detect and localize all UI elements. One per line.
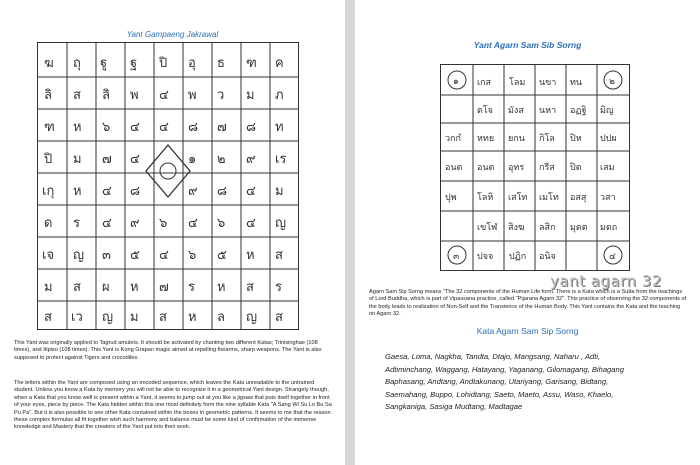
svg-text:เว: เว — [71, 310, 83, 325]
svg-text:อนต: อนต — [477, 163, 495, 173]
svg-text:ม: ม — [130, 310, 139, 325]
svg-text:สิงฆ: สิงฆ — [508, 223, 525, 233]
svg-text:ร: ร — [275, 280, 282, 295]
svg-text:ม: ม — [246, 88, 255, 103]
svg-text:ห: ห — [73, 184, 82, 199]
svg-text:ร: ร — [188, 280, 195, 295]
svg-text:ทน: ทน — [570, 78, 583, 88]
svg-text:ยกน: ยกน — [508, 134, 525, 144]
svg-text:๘: ๘ — [130, 184, 141, 199]
svg-text:๔: ๔ — [159, 248, 169, 263]
svg-text:ล: ล — [217, 310, 225, 325]
svg-text:ถุ: ถุ — [73, 56, 81, 71]
svg-text:ห: ห — [188, 310, 197, 325]
yant-grid-drawing — [38, 43, 298, 329]
svg-text:๔: ๔ — [246, 216, 256, 231]
svg-text:๘: ๘ — [188, 120, 199, 135]
svg-text:ม: ม — [73, 152, 82, 167]
svg-text:ลิ: ลิ — [102, 88, 110, 103]
svg-text:๙: ๙ — [130, 216, 140, 231]
svg-text:มุตต: มุตต — [570, 223, 588, 233]
svg-text:ส: ส — [246, 280, 254, 295]
svg-text:ท: ท — [275, 120, 284, 135]
svg-text:ญ: ญ — [73, 248, 85, 263]
svg-text:วสา: วสา — [600, 193, 616, 203]
svg-text:เขโฬ: เขโฬ — [477, 223, 498, 233]
svg-text:ตโจ: ตโจ — [477, 106, 493, 116]
kata-subtitle: Kata Agarn Sam Sip Sorng — [476, 326, 579, 336]
svg-text:มตถ: มตถ — [600, 223, 618, 233]
svg-text:ม: ม — [275, 184, 284, 199]
svg-text:อุทร: อุทร — [508, 163, 525, 173]
svg-text:๙: ๙ — [188, 184, 198, 199]
svg-text:ส: ส — [159, 310, 167, 325]
svg-text:เสโท: เสโท — [508, 193, 528, 203]
svg-text:ปจจ: ปจจ — [477, 252, 494, 262]
page-gutter — [345, 0, 355, 465]
left-paragraph-1: This Yant was originally applied to Tagrud amulets. It should be activated by chanting two different Katas; Trinisinghae (108 times), and Itipiso (108 times). This Yant is Kong Grapan magic aimed at repelling firearms, sharp weapons. The Yant is also supposed to protect against Tigers and crocodiles. — [14, 340, 322, 361]
svg-text:๕: ๕ — [217, 248, 227, 263]
svg-text:เสม: เสม — [600, 163, 615, 173]
svg-text:เกส: เกส — [477, 78, 492, 88]
svg-text:อสสุ: อสสุ — [570, 193, 587, 203]
svg-text:๔: ๔ — [246, 184, 256, 199]
svg-text:โลม: โลม — [509, 78, 526, 88]
svg-text:มังส: มังส — [508, 106, 524, 116]
svg-text:เจ: เจ — [42, 248, 55, 263]
svg-text:๔: ๔ — [130, 152, 140, 167]
svg-text:๔: ๔ — [159, 88, 169, 103]
svg-text:๒: ๒ — [217, 152, 226, 167]
svg-text:ลสิก: ลสิก — [539, 223, 556, 233]
svg-text:ผ: ผ — [102, 280, 110, 295]
svg-text:๘: ๘ — [217, 184, 228, 199]
svg-text:ปิห: ปิห — [570, 134, 582, 144]
svg-text:๗: ๗ — [102, 152, 112, 167]
svg-text:กิโล: กิโล — [539, 134, 555, 144]
svg-text:ปฏิก: ปฏิก — [509, 252, 527, 262]
agarn-glyphs — [445, 77, 617, 262]
svg-text:ฐู: ฐู — [100, 56, 108, 71]
svg-text:ลิ: ลิ — [44, 88, 52, 103]
svg-text:นขา: นขา — [539, 78, 557, 88]
svg-text:เมโท: เมโท — [539, 193, 559, 203]
left-paragraph-2: The letters within the Yant are composed using an encoded sequence, which leaves the Kata unreadable to the untrained student. Unless you know a Kata by memory you will not be able to recognize it in a geometrical Yant design. Strangely though, when a Kata that you know well is present within a Yant, it seems to jump out at you like a jigsaw that puts itself together in front of your eyes, piece by piece. The Kata hidden within this one most definitely form the nine syllable Kata "A Sang Wi Su Lo Bu Sa Pu Pa". But it is also possible to see other Kata contained within the boxes in geometric patterns. It seems to me that the reason these complex formulas all fit together wish such harmony and balance must be some kind of confirmation of the immense knowledge and Mastery that the creators of the Yant put into their work. — [14, 380, 332, 431]
svg-text:ปปผ: ปปผ — [600, 134, 617, 144]
svg-text:๘: ๘ — [246, 120, 257, 135]
svg-text:เร: เร — [275, 152, 287, 167]
svg-text:ภ: ภ — [275, 88, 284, 103]
left-page-title: Yant Gampaeng Jakrawal — [126, 30, 219, 39]
svg-text:วกกํ: วกกํ — [445, 134, 461, 144]
svg-text:ส: ส — [44, 310, 52, 325]
svg-text:ม: ม — [44, 280, 53, 295]
svg-text:ค: ค — [275, 56, 284, 71]
svg-text:ฑ: ฑ — [44, 120, 55, 135]
svg-text:๖: ๖ — [217, 216, 226, 231]
svg-text:ฆ: ฆ — [44, 56, 54, 71]
svg-text:๔: ๔ — [102, 184, 112, 199]
svg-text:ห: ห — [130, 280, 139, 295]
svg-text:๖: ๖ — [159, 216, 168, 231]
kata-line: Sangkaniga, Sasiga Mudtang, Madtagae — [385, 402, 523, 412]
svg-text:ส: ส — [73, 280, 81, 295]
svg-text:พ: พ — [188, 88, 197, 103]
svg-text:ห: ห — [217, 280, 226, 295]
svg-text:อนิจ: อนิจ — [539, 252, 556, 262]
svg-text:ปิ: ปิ — [44, 152, 53, 167]
svg-text:อนต: อนต — [445, 163, 463, 173]
svg-text:๙: ๙ — [246, 152, 256, 167]
kata-text — [385, 351, 685, 414]
svg-text:๖: ๖ — [188, 248, 197, 263]
kata-line: Gaesa, Loma, Nagkha, Tandta, Dtajo, Mangsang, Naharu , Adti, — [385, 352, 601, 361]
svg-text:พ: พ — [130, 88, 139, 103]
svg-text:๔: ๔ — [130, 120, 140, 135]
svg-text:ด: ด — [44, 216, 53, 231]
right-page-title: Yant Agarn Sam Sib Sorng — [473, 40, 582, 50]
kata-line: Saemahang, Buppo, Lohidtang, Saeto, Maeto, Assu, Waso, Khaelo, — [385, 389, 614, 399]
svg-text:ห: ห — [73, 120, 82, 135]
svg-text:ส: ส — [275, 310, 283, 325]
svg-text:๔: ๔ — [609, 252, 616, 262]
watermark: yant agarn 32 — [550, 272, 662, 290]
kata-line: Adtiminchang, Waggang, Hatayang, Yaganang, Gilomagang, Bihagang — [385, 364, 624, 374]
svg-text:ปิ: ปิ — [159, 56, 168, 71]
svg-text:ร: ร — [73, 216, 80, 231]
svg-text:๕: ๕ — [130, 248, 140, 263]
svg-text:๔: ๔ — [159, 120, 169, 135]
svg-text:ปุพ: ปุพ — [445, 193, 457, 203]
svg-text:๖: ๖ — [102, 120, 111, 135]
right-paragraph: Agarn Sam Sip Sorng means "The 32 components of the Human Life form. There is a Kata which is a Sutta from the teachings of Lord Buddha, which is part of Vipassana practice, called "Pijarana Agarn 32". This practice of observing the 32 components of the body leads to realization of Non-Self and the Transience of the Human Body. This Yant contains the Kata and the teaching on Agarn 32. — [369, 289, 687, 318]
svg-text:๓: ๓ — [102, 248, 111, 263]
svg-text:อฏฐิ: อฏฐิ — [570, 106, 587, 116]
svg-text:๗: ๗ — [159, 280, 169, 295]
svg-text:๗: ๗ — [217, 120, 227, 135]
svg-text:หทย: หทย — [477, 134, 495, 144]
kata-line: Baphasang, Andtang, Andtakunang, Utariyang, Garisang, Bidtang, — [385, 377, 609, 387]
svg-text:ห: ห — [246, 248, 255, 263]
svg-text:ธ: ธ — [217, 56, 225, 71]
right-page — [355, 0, 700, 465]
svg-text:ปิต: ปิต — [570, 163, 582, 173]
svg-text:โลหิ: โลหิ — [477, 193, 494, 203]
svg-text:ญ: ญ — [246, 310, 258, 325]
grid-glyphs — [42, 56, 286, 325]
left-page — [0, 0, 345, 465]
svg-text:มิญ: มิญ — [600, 106, 614, 116]
svg-text:ฑ: ฑ — [246, 56, 257, 71]
svg-text:เกุ: เกุ — [42, 184, 55, 199]
svg-text:๑: ๑ — [188, 152, 197, 167]
svg-text:๓: ๓ — [453, 252, 460, 262]
svg-text:ฐ: ฐ — [130, 56, 138, 71]
svg-text:๔: ๔ — [188, 216, 198, 231]
yant-gampaeng-grid — [37, 42, 299, 330]
svg-text:นหา: นหา — [539, 106, 557, 116]
svg-text:๔: ๔ — [102, 216, 112, 231]
svg-text:ส: ส — [275, 248, 283, 263]
svg-text:อุ: อุ — [188, 56, 196, 71]
svg-text:๒: ๒ — [609, 77, 615, 87]
svg-text:ว: ว — [217, 88, 225, 103]
svg-text:ญ: ญ — [102, 310, 114, 325]
svg-text:ส: ส — [73, 88, 81, 103]
yant-agarn-drawing — [441, 65, 629, 270]
yant-agarn-grid — [440, 64, 630, 271]
svg-text:กรีส: กรีส — [539, 163, 555, 173]
svg-text:ญ: ญ — [275, 216, 287, 231]
svg-text:๑: ๑ — [453, 77, 459, 87]
